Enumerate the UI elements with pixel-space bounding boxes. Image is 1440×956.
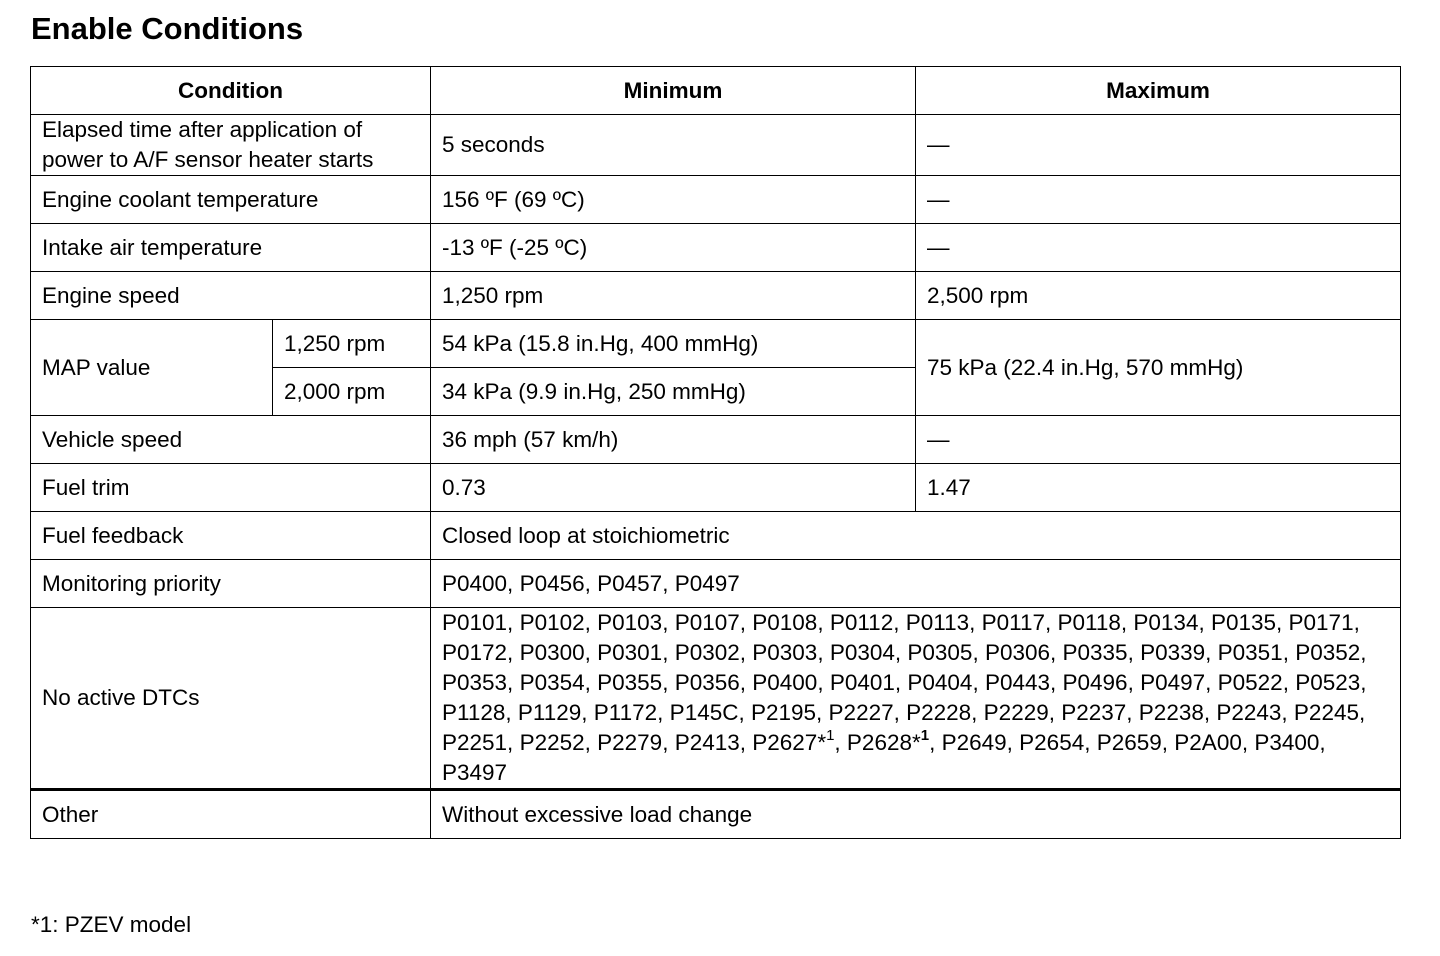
maximum-cell: — [916,115,1401,176]
sub-condition-cell: 1,250 rpm [273,320,431,368]
minimum-cell: 34 kPa (9.9 in.Hg, 250 mmHg) [431,368,916,416]
header-condition: Condition [31,67,431,115]
table-row [31,416,1401,464]
minimum-cell: 1,250 rpm [431,272,916,320]
value-cell: P0400, P0456, P0457, P0497 [431,560,1401,608]
maximum-cell: — [916,176,1401,224]
minimum-cell: 0.73 [431,464,916,512]
page-title: Enable Conditions [31,11,304,46]
sub-condition-cell: 2,000 rpm [273,368,431,416]
minimum-cell: 54 kPa (15.8 in.Hg, 400 mmHg) [431,320,916,368]
minimum-cell: 156 ºF (69 ºC) [431,176,916,224]
table-row [31,512,1401,560]
table-header-row [31,67,1401,115]
maximum-cell: — [916,416,1401,464]
condition-cell: Monitoring priority [31,560,431,608]
table-row [31,224,1401,272]
condition-cell: Engine speed [31,272,431,320]
header-maximum: Maximum [916,67,1401,115]
maximum-cell: 1.47 [916,464,1401,512]
maximum-cell: 75 kPa (22.4 in.Hg, 570 mmHg) [916,320,1401,416]
value-cell: Without excessive load change [431,790,1401,839]
table-row [31,608,1401,790]
table-row [31,115,1401,176]
header-minimum: Minimum [431,67,916,115]
maximum-cell: 2,500 rpm [916,272,1401,320]
minimum-cell: 5 seconds [431,115,916,176]
condition-cell: Vehicle speed [31,416,431,464]
dtc-list-text: , P2628* [834,730,921,755]
condition-cell: Intake air temperature [31,224,431,272]
dtc-list-cell [431,608,1401,790]
dtc-list-text: P0101, P0102, P0103, P0107, P0108, P0112, P0113, P0117, P0118, P0134, P0135, P0171, P0172, P0300, P0301, P0302, P0303, P0304, P0305, P0306, P0335, P0339, P0351, P0352, P0353, P0354, P0355, P0356, P0400, P0401, P0404, P0443, P0496, P0497, P0522, P0523, P1128, P1129, P1172, P145C, P2195, P2227, P2228, P2229, P2237, P2238, P2243, P2245, P2251, P2252, P2279, P2413, P2627* [442,610,1367,755]
minimum-cell: 36 mph (57 km/h) [431,416,916,464]
enable-conditions-table [30,66,1401,839]
condition-cell: Other [31,790,431,839]
condition-cell: Elapsed time after application of power to A/F sensor heater starts [31,115,431,176]
table-row [31,320,1401,368]
value-cell: Closed loop at stoichiometric [431,512,1401,560]
maximum-cell: — [916,224,1401,272]
table-row [31,464,1401,512]
dtc-list-text: , P2649, P2654, P2659, P2A00, P3400, P3497 [442,730,1326,785]
condition-cell: Engine coolant temperature [31,176,431,224]
condition-cell: Fuel trim [31,464,431,512]
condition-cell: No active DTCs [31,608,431,790]
minimum-cell: -13 ºF (-25 ºC) [431,224,916,272]
table-row [31,272,1401,320]
table-row [31,176,1401,224]
condition-cell: MAP value [31,320,273,416]
condition-cell: Fuel feedback [31,512,431,560]
footnote: *1: PZEV model [31,912,192,937]
footnote-marker: 1 [920,726,930,744]
table-row [31,790,1401,839]
table-row [31,560,1401,608]
footnote-marker: 1 [826,726,835,744]
